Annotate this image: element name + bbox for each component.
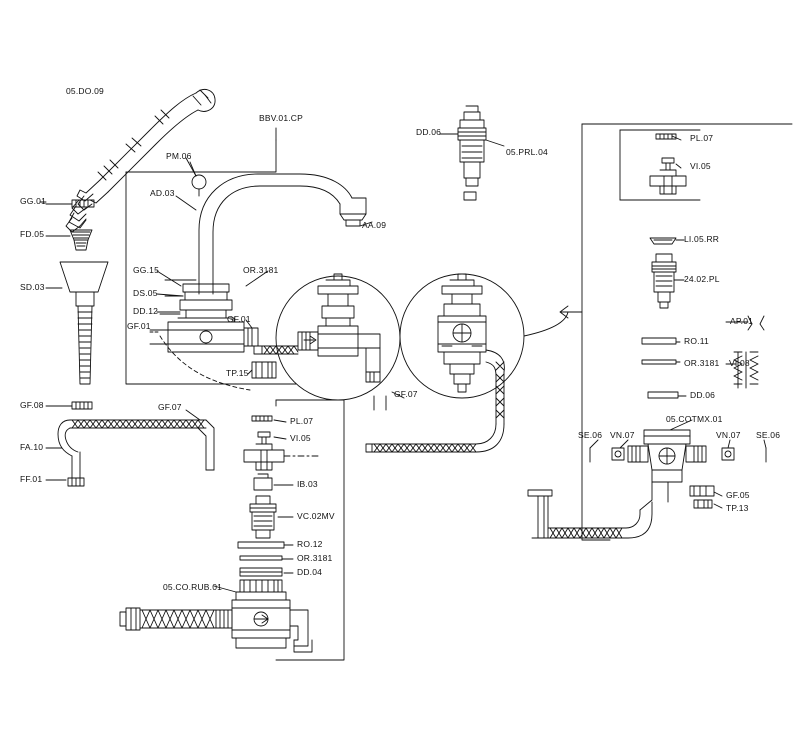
label-dd06-top: DD.06 [416, 127, 442, 137]
label-vi05-right: VI.05 [690, 161, 711, 171]
label-li05rr: LI.05.RR [684, 234, 720, 244]
label-gf07-left: GF.07 [158, 402, 182, 412]
label-se06-right: SE.06 [756, 430, 781, 440]
label-vc02mv: VC.02MV [297, 511, 335, 521]
leader-ad03 [176, 196, 196, 210]
label-ap01: AP.01 [730, 316, 754, 326]
label-gf05: GF.05 [726, 490, 750, 500]
part-fd05 [46, 230, 92, 250]
label-or3181-right: OR.3181 [684, 358, 720, 368]
label-pm06: PM.06 [166, 151, 192, 161]
label-ad03: AD.03 [150, 188, 175, 198]
label-dd04: DD.04 [297, 567, 323, 577]
valve-detail-left [276, 274, 400, 400]
detail-leader [524, 312, 568, 336]
part-pl07-bottom [252, 416, 272, 421]
label-or3181-bottom: OR.3181 [297, 553, 333, 563]
part-or3181-bottom [240, 556, 282, 560]
leader-gf07b [186, 410, 200, 420]
label-05corub01: 05.CO.RUB.01 [163, 582, 223, 592]
label-ds05: DS.05 [133, 288, 158, 298]
label-sd03: SD.03 [20, 282, 45, 292]
label-bbv01cp: BBV.01.CP [259, 113, 304, 123]
part-vc02mv [250, 496, 276, 538]
label-pl07-bottom: PL.07 [290, 416, 314, 426]
part-ro11 [642, 338, 676, 344]
part-li05rr [650, 238, 676, 244]
label-vn07-left: VN.07 [610, 430, 635, 440]
part-gg01 [46, 200, 94, 207]
parts-se06-vn07 [590, 448, 766, 462]
label-gf08: GF.08 [20, 400, 44, 410]
label-ib03: IB.03 [297, 479, 318, 489]
label-tp13: TP.13 [726, 503, 749, 513]
hose-lower-left [46, 402, 214, 486]
label-gf01-right: GF.01 [227, 314, 251, 324]
label-tp15: TP.15 [226, 368, 249, 378]
label-dd06-right: DD.06 [690, 390, 716, 400]
label-ro11: RO.11 [684, 336, 709, 346]
part-ro12 [238, 542, 284, 548]
part-or3181-right [642, 360, 676, 364]
label-vi05-bottom: VI.05 [290, 433, 311, 443]
part-2402pl [652, 254, 676, 308]
hose-center-u [366, 350, 504, 452]
label-ff01: FF.01 [20, 474, 43, 484]
label-dd12: DD.12 [133, 306, 159, 316]
label-gg15: GG.15 [133, 265, 160, 275]
label-2402pl: 24.02.PL [684, 274, 720, 284]
part-dd04 [240, 568, 282, 576]
part-pm06 [190, 162, 206, 196]
part-sd03 [46, 262, 108, 384]
part-vi05-right [650, 158, 686, 194]
handshower-assembly [66, 89, 215, 232]
label-05prl04: 05.PRL.04 [506, 147, 548, 157]
label-aa09: AA.09 [362, 220, 387, 230]
thermostatic-body [628, 430, 714, 510]
label-05do09: 05.DO.09 [66, 86, 104, 96]
label-05cotmx01: 05.COTMX.01 [666, 414, 723, 424]
label-vn07-right: VN.07 [716, 430, 741, 440]
label-or3181-spout: OR.3181 [243, 265, 279, 275]
label-gf07-center: GF.07 [394, 389, 418, 399]
label-fd05: FD.05 [20, 229, 45, 239]
hose-left-detail [254, 346, 298, 354]
part-dd06-right [648, 392, 678, 398]
hose-right-detail [374, 396, 386, 410]
part-ib03 [254, 474, 272, 490]
valve-detail-right [400, 274, 524, 398]
hose-bottom-right [528, 490, 652, 538]
label-vi08: VI.08 [729, 358, 750, 368]
label-se06-left: SE.06 [578, 430, 603, 440]
label-fa10: FA.10 [20, 442, 44, 452]
cartridge-prl04 [440, 106, 504, 200]
label-gg01: GG.01 [20, 196, 47, 206]
label-gf01-left: GF.01 [127, 321, 151, 331]
label-ro12: RO.12 [297, 539, 323, 549]
label-pl07-right: PL.07 [690, 133, 714, 143]
hose-bottom-center [120, 608, 216, 630]
